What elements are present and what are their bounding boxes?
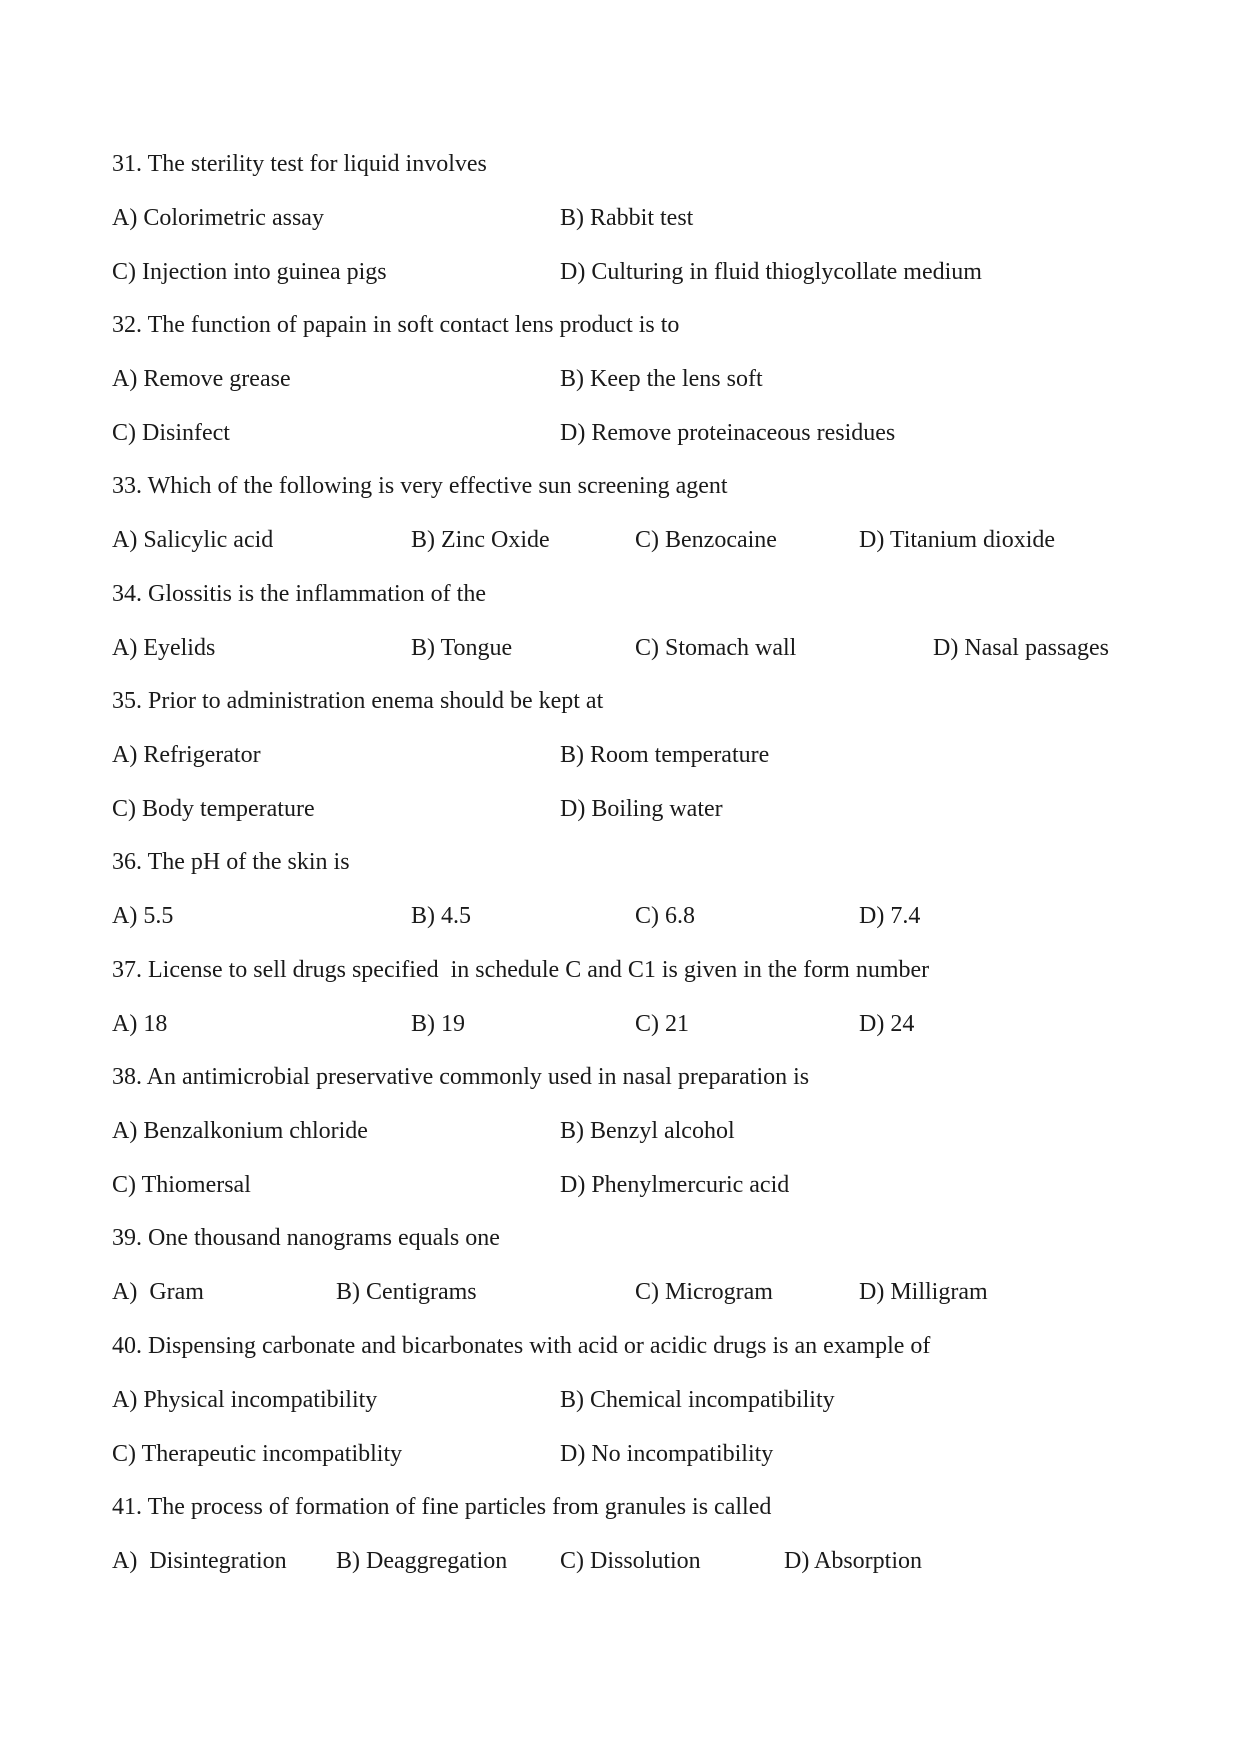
question-41-option-d: D) Absorption bbox=[784, 1548, 922, 1574]
question-39-option-c: C) Microgram bbox=[635, 1279, 773, 1305]
question-36-text: 36. The pH of the skin is bbox=[112, 849, 350, 875]
question-35-text: 35. Prior to administration enema should be kept at bbox=[112, 688, 604, 714]
question-35-option-d: D) Boiling water bbox=[560, 796, 723, 822]
question-33-option-c: C) Benzocaine bbox=[635, 527, 777, 553]
question-36-option-c: C) 6.8 bbox=[635, 903, 695, 929]
question-38-option-a: A) Benzalkonium chloride bbox=[112, 1118, 368, 1144]
question-36-option-d: D) 7.4 bbox=[859, 903, 921, 929]
question-33-option-a: A) Salicylic acid bbox=[112, 527, 274, 553]
question-34-option-b: B) Tongue bbox=[411, 635, 513, 661]
question-32-option-b: B) Keep the lens soft bbox=[560, 366, 763, 392]
question-40-option-d: D) No incompatibility bbox=[560, 1441, 774, 1467]
question-40-option-a: A) Physical incompatibility bbox=[112, 1387, 378, 1413]
question-41-option-c: C) Dissolution bbox=[560, 1548, 701, 1574]
question-33-option-b: B) Zinc Oxide bbox=[411, 527, 550, 553]
question-36-option-b: B) 4.5 bbox=[411, 903, 471, 929]
question-41-option-b: B) Deaggregation bbox=[336, 1548, 508, 1574]
question-35-option-c: C) Body temperature bbox=[112, 796, 315, 822]
question-37-option-c: C) 21 bbox=[635, 1011, 689, 1037]
question-32-option-c: C) Disinfect bbox=[112, 420, 230, 446]
question-40-text: 40. Dispensing carbonate and bicarbonates with acid or acidic drugs is an example of bbox=[112, 1333, 931, 1359]
question-32-option-a: A) Remove grease bbox=[112, 366, 291, 392]
question-33-text: 33. Which of the following is very effective sun screening agent bbox=[112, 473, 728, 499]
question-32-option-d: D) Remove proteinaceous residues bbox=[560, 420, 896, 446]
question-35-option-a: A) Refrigerator bbox=[112, 742, 261, 768]
question-39-text: 39. One thousand nanograms equals one bbox=[112, 1225, 500, 1251]
question-41-option-a: A) Disintegration bbox=[112, 1548, 287, 1574]
question-37-text: 37. License to sell drugs specified in schedule C and C1 is given in the form number bbox=[112, 957, 930, 983]
question-38-option-c: C) Thiomersal bbox=[112, 1172, 251, 1198]
question-38-option-b: B) Benzyl alcohol bbox=[560, 1118, 735, 1144]
question-40-option-b: B) Chemical incompatibility bbox=[560, 1387, 835, 1413]
question-31-option-c: C) Injection into guinea pigs bbox=[112, 259, 387, 285]
question-37-option-d: D) 24 bbox=[859, 1011, 915, 1037]
question-34-option-a: A) Eyelids bbox=[112, 635, 216, 661]
question-32-text: 32. The function of papain in soft contact lens product is to bbox=[112, 312, 680, 338]
question-31-option-b: B) Rabbit test bbox=[560, 205, 694, 231]
question-35-option-b: B) Room temperature bbox=[560, 742, 770, 768]
question-38-text: 38. An antimicrobial preservative commonly used in nasal preparation is bbox=[112, 1064, 810, 1090]
question-37-option-a: A) 18 bbox=[112, 1011, 168, 1037]
question-31-option-a: A) Colorimetric assay bbox=[112, 205, 324, 231]
question-33-option-d: D) Titanium dioxide bbox=[859, 527, 1056, 553]
question-36-option-a: A) 5.5 bbox=[112, 903, 174, 929]
question-34-option-c: C) Stomach wall bbox=[635, 635, 797, 661]
question-41-text: 41. The process of formation of fine particles from granules is called bbox=[112, 1494, 772, 1520]
question-40-option-c: C) Therapeutic incompatiblity bbox=[112, 1441, 403, 1467]
question-38-option-d: D) Phenylmercuric acid bbox=[560, 1172, 790, 1198]
question-37-option-b: B) 19 bbox=[411, 1011, 465, 1037]
question-34-option-d: D) Nasal passages bbox=[933, 635, 1109, 661]
question-31-text: 31. The sterility test for liquid involves bbox=[112, 151, 487, 177]
question-39-option-a: A) Gram bbox=[112, 1279, 204, 1305]
question-31-option-d: D) Culturing in fluid thioglycollate medium bbox=[560, 259, 982, 285]
question-34-text: 34. Glossitis is the inflammation of the bbox=[112, 581, 486, 607]
question-39-option-b: B) Centigrams bbox=[336, 1279, 477, 1305]
question-39-option-d: D) Milligram bbox=[859, 1279, 988, 1305]
